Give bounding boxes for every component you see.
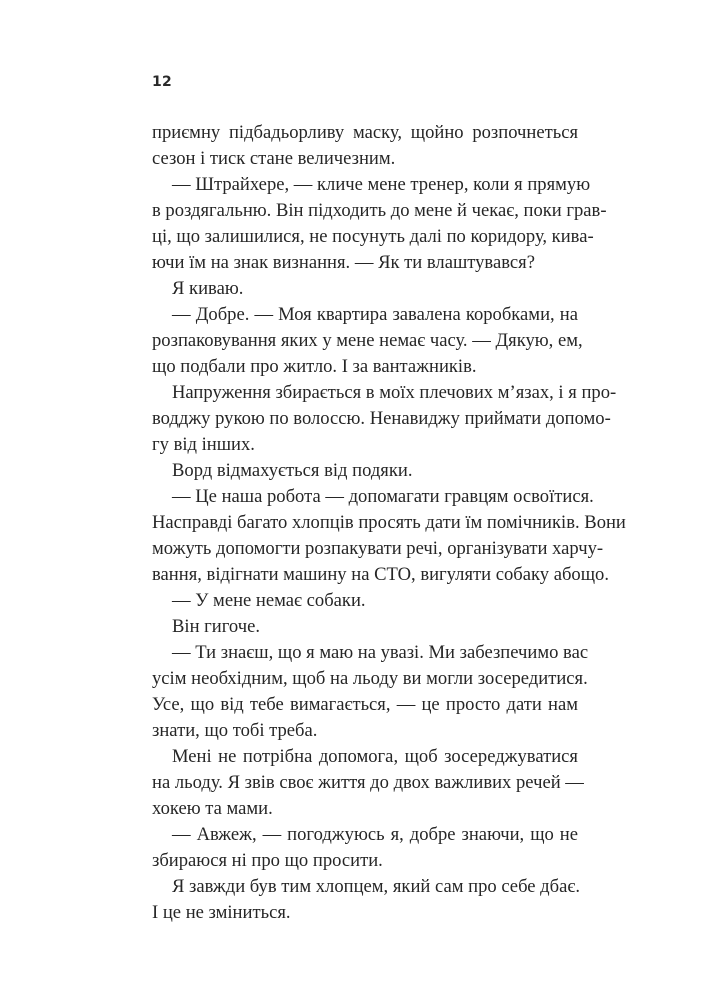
text-line: Усе, що від тебе вимагається, — це просто дати нам (152, 694, 578, 715)
paragraph (152, 614, 578, 640)
paragraph (152, 458, 578, 484)
paragraph (152, 120, 578, 172)
paragraph (152, 588, 578, 614)
text-line: Я киваю. (172, 278, 244, 299)
text-line: що подбали про житло. І за вантажників. (152, 356, 477, 377)
text-line: Ворд відмахується від подяки. (172, 460, 413, 481)
text-line: на льоду. Я звів своє життя до двох важливих речей — (152, 772, 584, 793)
text-line: збираюся ні про що просити. (152, 850, 383, 871)
paragraph (152, 484, 626, 588)
text-line: усім необхідним, щоб на льоду ви могли зосередитися. (152, 668, 588, 689)
text-line: Він гигоче. (172, 616, 260, 637)
text-line: приємну підбадьорливу маску, щойно розпочнеться (152, 122, 578, 143)
text-line: водджу рукою по волоссю. Ненавиджу приймати допомо- (152, 408, 611, 429)
text-line: ючи їм на знак визнання. — Як ти влаштувався? (152, 252, 535, 273)
paragraph (152, 276, 578, 302)
text-line: ці, що залишилися, не посунуть далі по коридору, кива- (152, 226, 594, 247)
text-line: сезон і тиск стане величезним. (152, 148, 396, 169)
text-line: — Ти знаєш, що я маю на увазі. Ми забезпечимо вас (172, 642, 589, 663)
text-line: вання, відігнати машину на СТО, вигуляти собаку абощо. (152, 564, 609, 585)
text-line: — Авжеж, — погоджуюсь я, добре знаючи, що не (172, 824, 578, 845)
text-line: Мені не потрібна допомога, щоб зосереджуватися (172, 746, 578, 767)
text-line: — Це наша робота — допомагати гравцям освоїтися. (172, 486, 594, 507)
paragraph (152, 744, 584, 822)
paragraph (152, 172, 607, 276)
paragraph (152, 302, 583, 380)
paragraph (152, 874, 578, 926)
paragraph (152, 380, 617, 458)
text-line: хокею та мами. (152, 798, 273, 819)
text-line: можуть допомогти розпакувати речі, організувати харчу- (152, 538, 604, 559)
text-line: розпаковування яких у мене немає часу. — Дякую, ем, (152, 330, 583, 351)
text-line: Напруження збирається в моїх плечових м’язах, і я про- (172, 382, 617, 403)
text-line: — Штрайхере, — кличе мене тренер, коли я прямую (172, 174, 591, 195)
paragraph (152, 640, 589, 744)
text-line: — Добре. — Моя квартира завалена коробками, на (172, 304, 578, 325)
text-line: Я завжди був тим хлопцем, який сам про себе дбає. (172, 876, 580, 897)
text-line: І це не зміниться. (152, 902, 291, 923)
text-line: — У мене немає собаки. (172, 590, 366, 611)
text-line: в роздягальню. Він підходить до мене й чекає, поки грав- (152, 200, 607, 221)
text-line: гу від інших. (152, 434, 255, 455)
text-line: Насправді багато хлопців просять дати їм помічників. Вони (152, 512, 626, 533)
text-line: знати, що тобі треба. (152, 720, 318, 741)
paragraph (152, 822, 578, 874)
body-text (152, 120, 626, 926)
page-number: 12 (152, 74, 172, 90)
